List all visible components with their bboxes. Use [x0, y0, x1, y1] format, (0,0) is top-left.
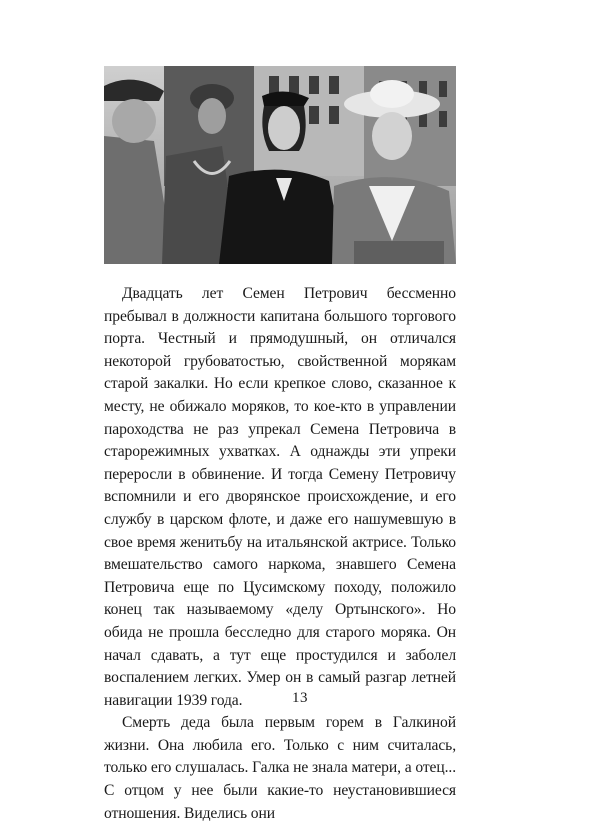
paragraph-1: Двадцать лет Семен Петрович бессменно пребывал в должности капитана большого торгового порта. Честный и прямодушный, он отличался некоторой грубоватостью, свойственной морякам старой закалки. Но если крепкое слово, сказанное к месту, не обижало моряков, то кое-кто в управлении пароходства не раз упрекал Семена Петровича в старорежимных ухватках. А однажды эти упреки переросли в обвинение. И тогда Семену Петровичу вспомнили и его дворянское происхождение, и его службу в царском флоте, и даже его нашумевшую в свое время женитьбу на итальянской актрисе. Только вмешательство самого наркома, знавшего Семена Петровича еще по Цусимскому походу, положило конец так называемому «делу Ортынского». Но обида не прошла бесследно для старого моряка. Он начал сдавать, а тут еще простудился и заболел воспалением легких. Умер он в самый разгар летней навигации 1939 года. — [104, 285, 456, 709]
body-text — [104, 283, 456, 825]
film-still-photo — [104, 66, 456, 264]
paragraph-2: Смерть деда была первым горем в Галкиной жизни. Она любила его. Только с ним считалась, только его слушалась. Галка не знала матери, а отец... С отцом у нее были какие-то неустановившиеся отношения. Виделись они — [104, 714, 456, 822]
page-number: 13 — [292, 690, 308, 706]
